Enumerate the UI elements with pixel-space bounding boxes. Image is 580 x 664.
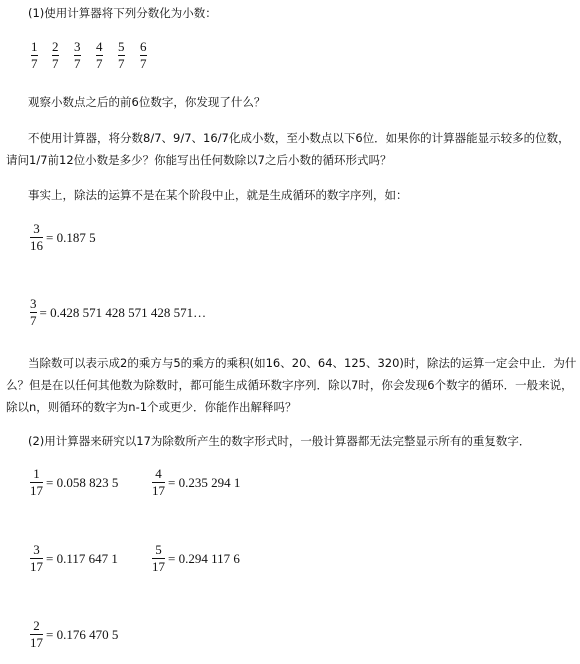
denominator: 17 — [30, 635, 43, 650]
numerator: 5 — [155, 542, 162, 557]
fraction-3-7 — [30, 297, 37, 328]
numerator: 6 — [140, 39, 147, 54]
denominator: 7 — [140, 56, 147, 71]
equation-result: = 0.058 823 5 — [46, 474, 119, 490]
equation-2-17 — [30, 619, 118, 650]
numerator: 1 — [31, 39, 38, 54]
fraction-5-17 — [152, 543, 165, 574]
denominator: 7 — [31, 56, 38, 71]
numerator: 3 — [30, 296, 37, 311]
denominator: 7 — [52, 56, 59, 71]
equation-4-17 — [152, 467, 240, 498]
numerator: 4 — [96, 39, 103, 54]
equation-3-17 — [30, 543, 118, 574]
fraction-6-7 — [140, 40, 147, 71]
denominator: 7 — [30, 313, 37, 328]
numerator: 2 — [52, 39, 59, 54]
numerator: 3 — [74, 39, 81, 54]
denominator: 7 — [118, 56, 125, 71]
equation-result: = 0.235 294 1 — [168, 474, 241, 490]
equation-result: = 0.294 117 6 — [168, 550, 240, 566]
equation-result: = 0.176 470 5 — [46, 626, 119, 642]
numerator: 2 — [33, 618, 40, 633]
equation-result: = 0.117 647 1 — [46, 550, 118, 566]
question-first-six-digits: 观察小数点之后的前6位数字，你发现了什么？ — [28, 95, 266, 109]
equation-3-16 — [30, 222, 96, 253]
numerator: 5 — [118, 39, 125, 54]
equation-3-7 — [30, 297, 206, 328]
denominator: 17 — [152, 483, 165, 498]
denominator: 16 — [30, 238, 43, 253]
fraction-2-7 — [52, 40, 59, 71]
fraction-1-17 — [30, 467, 43, 498]
fraction-2-17 — [30, 619, 43, 650]
equation-result: = 0.428 571 428 571 428 571… — [39, 304, 207, 320]
paragraph-powers-of-two-five: 当除数可以表示成2的乘方与5的乘方的乘积(如16、20、64、125、320)时，除法的运算一定会中止．为什么？但是在以任何其他数为除数时，都可能生成循环数字序列．除以7时，你会发现6个数字的循环．一般来说，除以n，则循环的数字为n-1个或更少．你能作出解释吗？ — [6, 356, 577, 414]
denominator: 7 — [96, 56, 103, 71]
numerator: 4 — [155, 466, 162, 481]
denominator: 17 — [30, 559, 43, 574]
denominator: 17 — [152, 559, 165, 574]
equation-1-17 — [30, 467, 118, 498]
paragraph-without-calculator: 不使用计算器，将分数8/7、9/7、16/7化成小数，至小数点以下6位．如果你的计算器能显示较多的位数，请问1/7前12位小数是多少？你能写出任何数除以7之后小数的循环形式吗？ — [6, 131, 570, 167]
denominator: 7 — [74, 56, 81, 71]
numerator: 1 — [33, 466, 40, 481]
equation-result: = 0.187 5 — [46, 229, 96, 245]
fraction-3-7 — [74, 40, 81, 71]
fraction-3-17 — [30, 543, 43, 574]
numerator: 3 — [33, 221, 40, 236]
numerator: 3 — [33, 542, 40, 557]
part2-heading: (2)用计算器来研究以17为除数所产生的数字形式时，一般计算器都无法完整显示所有的重复数字． — [28, 434, 531, 448]
fraction-5-7 — [118, 40, 125, 71]
denominator: 17 — [30, 483, 43, 498]
fraction-1-7 — [31, 40, 38, 71]
fraction-3-16 — [30, 222, 43, 253]
equation-5-17 — [152, 543, 240, 574]
part1-heading: (1)使用计算器将下列分数化为小数： — [28, 6, 217, 20]
fraction-4-17 — [152, 467, 165, 498]
fraction-4-7 — [96, 40, 103, 71]
paragraph-division-fact: 事实上，除法的运算不是在某个阶段中止，就是生成循环的数字序列，如： — [28, 188, 408, 202]
